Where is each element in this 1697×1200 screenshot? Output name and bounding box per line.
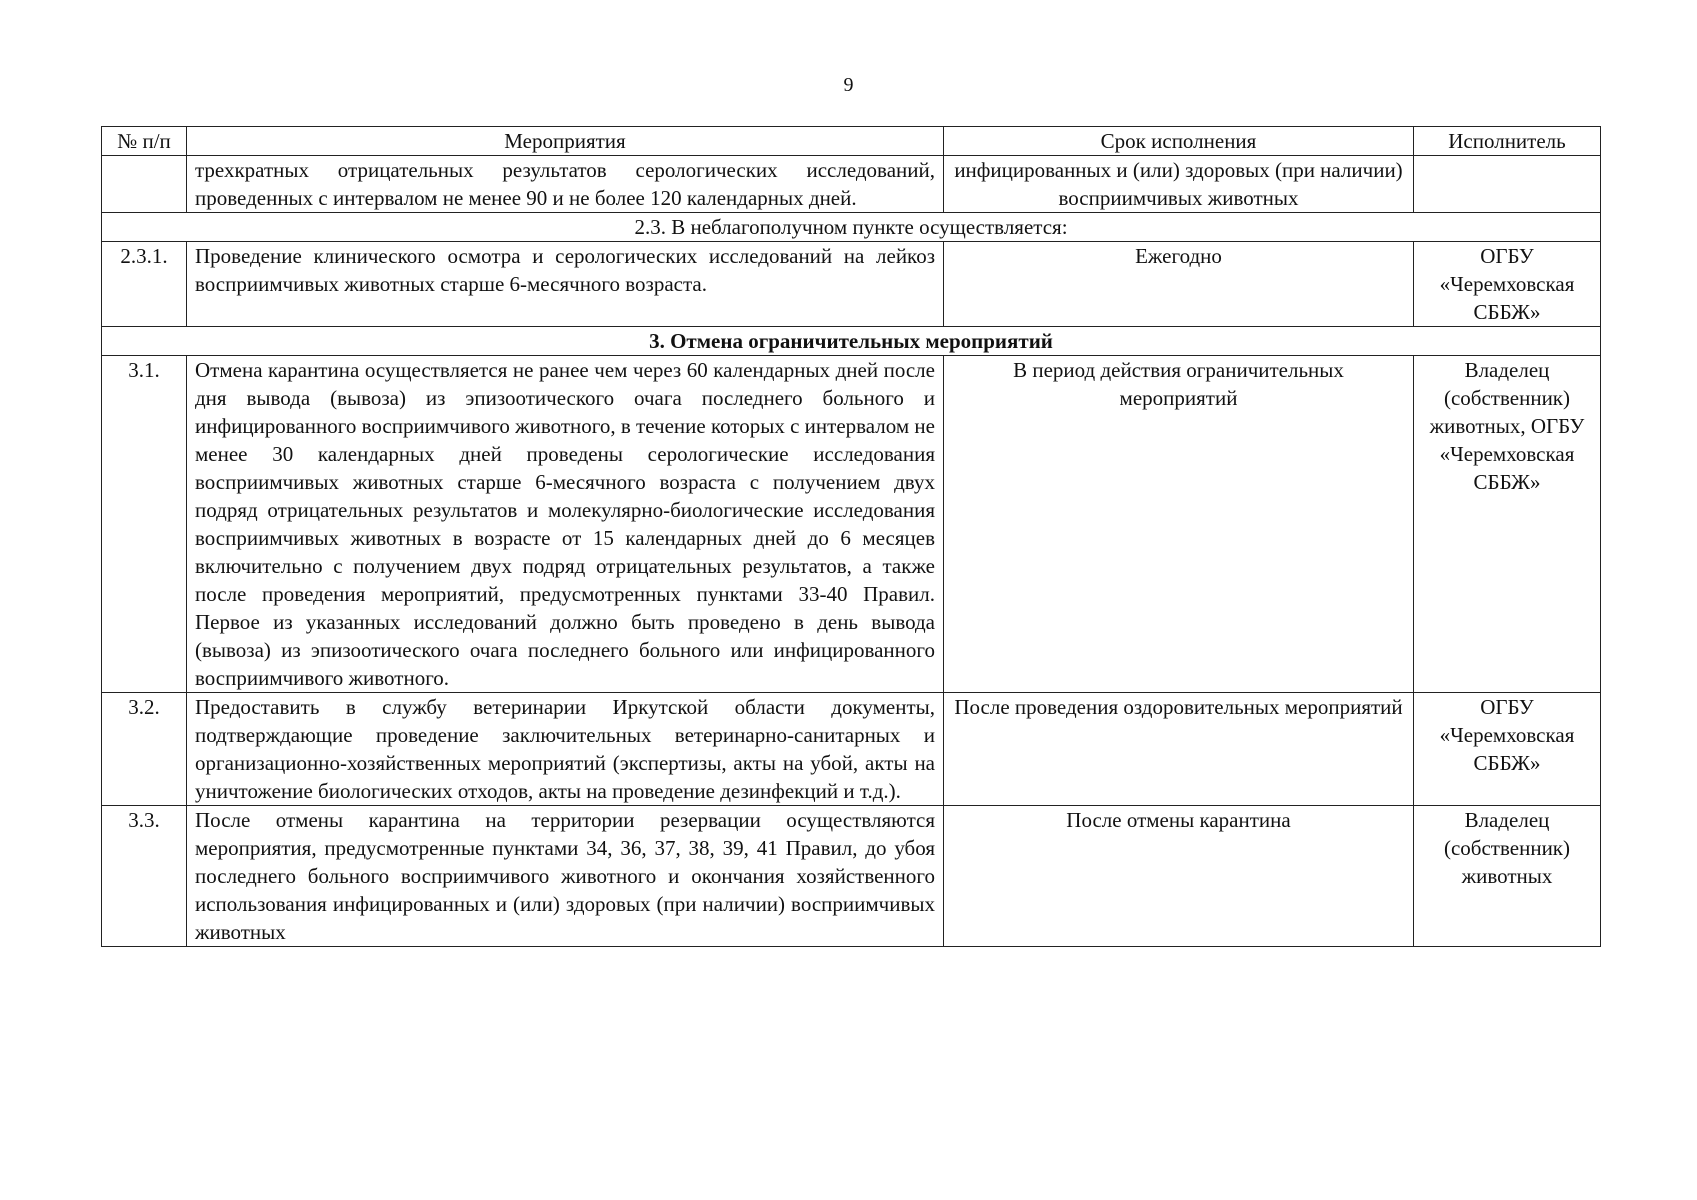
table-row: [102, 806, 1601, 947]
page-number: 9: [843, 74, 854, 96]
row-executor: ОГБУ «Черемховская СББЖ»: [1414, 693, 1601, 806]
row-deadline: После отмены карантина: [944, 806, 1414, 947]
table-row: [102, 242, 1601, 327]
header-executor: Исполнитель: [1414, 127, 1601, 156]
row-number: [102, 156, 187, 213]
row-executor: [1414, 156, 1601, 213]
row-executor: ОГБУ «Черемховская СББЖ»: [1414, 242, 1601, 327]
header-measures: Мероприятия: [187, 127, 944, 156]
row-deadline: В период действия ограничительных мероприятий: [944, 356, 1414, 693]
section-row: [102, 327, 1601, 356]
table-row: [102, 156, 1601, 213]
table-header-row: [102, 127, 1601, 156]
row-executor: Владелец (собственник) животных, ОГБУ «Черемховская СББЖ»: [1414, 356, 1601, 693]
row-deadline: После проведения оздоровительных мероприятий: [944, 693, 1414, 806]
row-measure: Предоставить в службу ветеринарии Иркутской области документы, подтверждающие проведение заключительных ветеринарно-санитарных и организационно-хозяйственных мероприятий (экспертизы, акты на убой, акты на уничтожение биологических отходов, акты на проведение дезинфекций и т.д.).: [187, 693, 944, 806]
row-number: 2.3.1.: [102, 242, 187, 327]
row-deadline: Ежегодно: [944, 242, 1414, 327]
row-measure: После отмены карантина на территории резервации осуществляются мероприятия, предусмотренные пунктами 34, 36, 37, 38, 39, 41 Правил, до убоя последнего больного восприимчивого животного и окончания хозяйственного использования инфицированных и (или) здоровых (при наличии) восприимчивых животных: [187, 806, 944, 947]
header-number: № п/п: [102, 127, 187, 156]
row-deadline: инфицированных и (или) здоровых (при наличии) восприимчивых животных: [944, 156, 1414, 213]
measures-table: [101, 126, 1601, 947]
section-heading: 3. Отмена ограничительных мероприятий: [102, 327, 1601, 356]
row-number: 3.3.: [102, 806, 187, 947]
section-row: [102, 213, 1601, 242]
row-number: 3.1.: [102, 356, 187, 693]
row-measure: Отмена карантина осуществляется не ранее чем через 60 календарных дней после дня вывода (вывоза) из эпизоотического очага последнего больного и инфицированного восприимчивого животного, в течение которых с интервалом не менее 30 календарных дней проведены серологические исследования восприимчивых животных старше 6-месячного возраста с получением двух подряд отрицательных результатов и молекулярно-биологические исследования восприимчивых животных в возрасте от 15 календарных дней до 6 месяцев включительно с получением двух подряд отрицательных результатов, а также после проведения мероприятий, предусмотренных пунктами 33-40 Правил. Первое из указанных исследований должно быть проведено в день вывода (вывоза) из эпизоотического очага последнего больного или инфицированного восприимчивого животного.: [187, 356, 944, 693]
row-executor: Владелец (собственник) животных: [1414, 806, 1601, 947]
row-measure: Проведение клинического осмотра и серологических исследований на лейкоз восприимчивых животных старше 6-месячного возраста.: [187, 242, 944, 327]
row-measure: трехкратных отрицательных результатов серологических исследований, проведенных с интервалом не менее 90 и не более 120 календарных дней.: [187, 156, 944, 213]
row-number: 3.2.: [102, 693, 187, 806]
section-heading: 2.3. В неблагополучном пункте осуществляется:: [102, 213, 1601, 242]
table-row: [102, 356, 1601, 693]
table-row: [102, 693, 1601, 806]
header-deadline: Срок исполнения: [944, 127, 1414, 156]
